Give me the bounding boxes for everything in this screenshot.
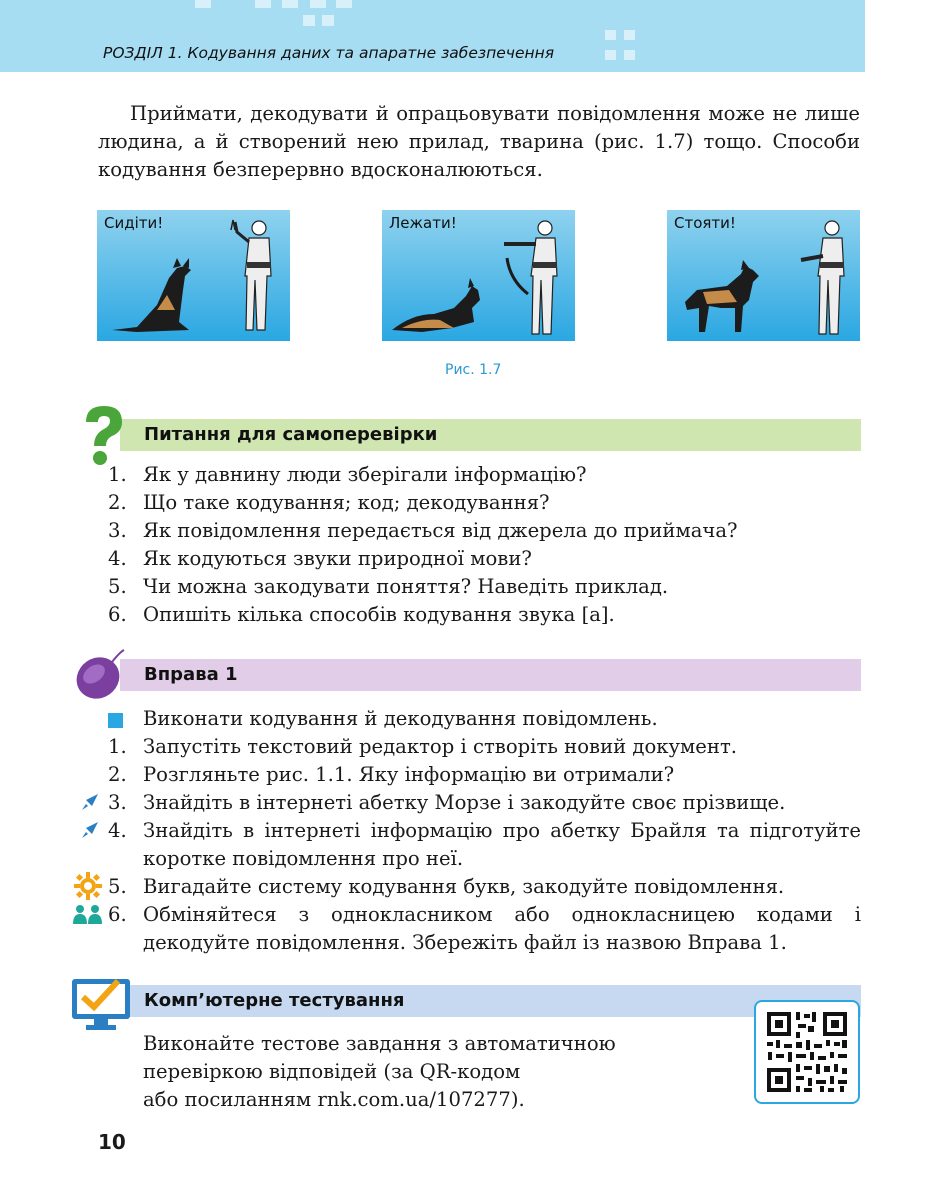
list-item: 4. Знайдіть в інтернеті інформацію про абетку Брайля та підготуйте коротке повідомлення про неї. (108, 819, 861, 870)
task-item: Виконати кодування й декодування повідомлень. (108, 705, 861, 733)
testing-line: перевіркою відповідей (за QR-кодом (143, 1060, 521, 1083)
testing-line: або посиланням rnk.com.ua/107277). (143, 1088, 525, 1111)
list-item: 5. Вигадайте систему кодування букв, закодуйте повідомлення. (108, 875, 785, 898)
square-bullet-icon (108, 713, 123, 728)
list-item: 1. Як у давнину люди зберігали інформацію? (108, 463, 587, 486)
pair-icon (72, 904, 104, 924)
command-lie-label: Лежати! (389, 214, 457, 232)
list-item: 2. Розгляньте рис. 1.1. Яку інформацію ви отримали? (108, 763, 675, 786)
self-check-header (120, 419, 861, 451)
list-item: 3. Як повідомлення передається від джерела до приймача? (108, 519, 738, 542)
decor-square (624, 50, 635, 60)
rocket-icon (80, 792, 100, 812)
testing-header (120, 985, 861, 1017)
question-icon (80, 404, 126, 466)
list-item: 6. Обміняйтеся з однокласником або однокласницею кодами і декодуйте повідомлення. Збережіть файл із назвою Вправа 1. (108, 903, 861, 954)
figure-caption: Рис. 1.7 (445, 362, 502, 378)
list-item: 4. Як кодуються звуки природної мови? (108, 547, 532, 570)
figure-panel-lie (382, 210, 575, 341)
self-check-title: Питання для самоперевірки (144, 424, 438, 445)
intro-paragraph (98, 100, 860, 184)
figure-panel-sit (97, 210, 290, 341)
exercise-header (120, 659, 861, 691)
mouse-icon (72, 648, 128, 702)
exercise-title: Вправа 1 (144, 664, 238, 685)
testing-title: Комп’ютерне тестування (144, 990, 405, 1011)
command-sit-label: Сидіти! (104, 214, 164, 232)
figure-panel-stand (667, 210, 860, 341)
chapter-header (0, 0, 865, 72)
sun-gear-icon (74, 872, 102, 900)
decor-square (282, 0, 298, 8)
self-check-list (108, 461, 738, 629)
monitor-check-icon (70, 975, 136, 1033)
decor-square (322, 15, 334, 26)
testing-text (143, 1030, 616, 1114)
decor-square (624, 30, 635, 40)
decor-square (336, 0, 352, 8)
list-item: 5. Чи можна закодувати поняття? Наведіть приклад. (108, 575, 669, 598)
decor-square (195, 0, 211, 8)
decor-square (303, 15, 315, 26)
rocket-icon (80, 820, 100, 840)
page-number: 10 (98, 1130, 126, 1154)
qr-code[interactable] (754, 1000, 860, 1104)
list-item: 2. Що таке кодування; код; декодування? (108, 491, 550, 514)
chapter-title: РОЗДІЛ 1. Кодування даних та апаратне забезпечення (103, 44, 555, 62)
decor-square (255, 0, 271, 8)
testing-line: Виконайте тестове завдання з автоматичною (143, 1032, 616, 1055)
decor-square (310, 0, 326, 8)
intro-text: Приймати, декодувати й опрацьовувати повідомлення може не лише людина, а й створений нею прилад, тварина (рис. 1.7) тощо. Способи кодування безперервно вдосконалюються. (98, 102, 860, 181)
command-stand-label: Стояти! (674, 214, 736, 232)
exercise-list (108, 705, 861, 957)
list-item: 6. Опишіть кілька способів кодування звука [а]. (108, 603, 615, 626)
decor-square (605, 50, 616, 60)
decor-square (605, 30, 616, 40)
list-item: 1. Запустіть текстовий редактор і створіть новий документ. (108, 735, 738, 758)
list-item: 3. Знайдіть в інтернеті абетку Морзе і закодуйте своє прізвище. (108, 791, 786, 814)
qr-code-image (756, 1002, 858, 1102)
